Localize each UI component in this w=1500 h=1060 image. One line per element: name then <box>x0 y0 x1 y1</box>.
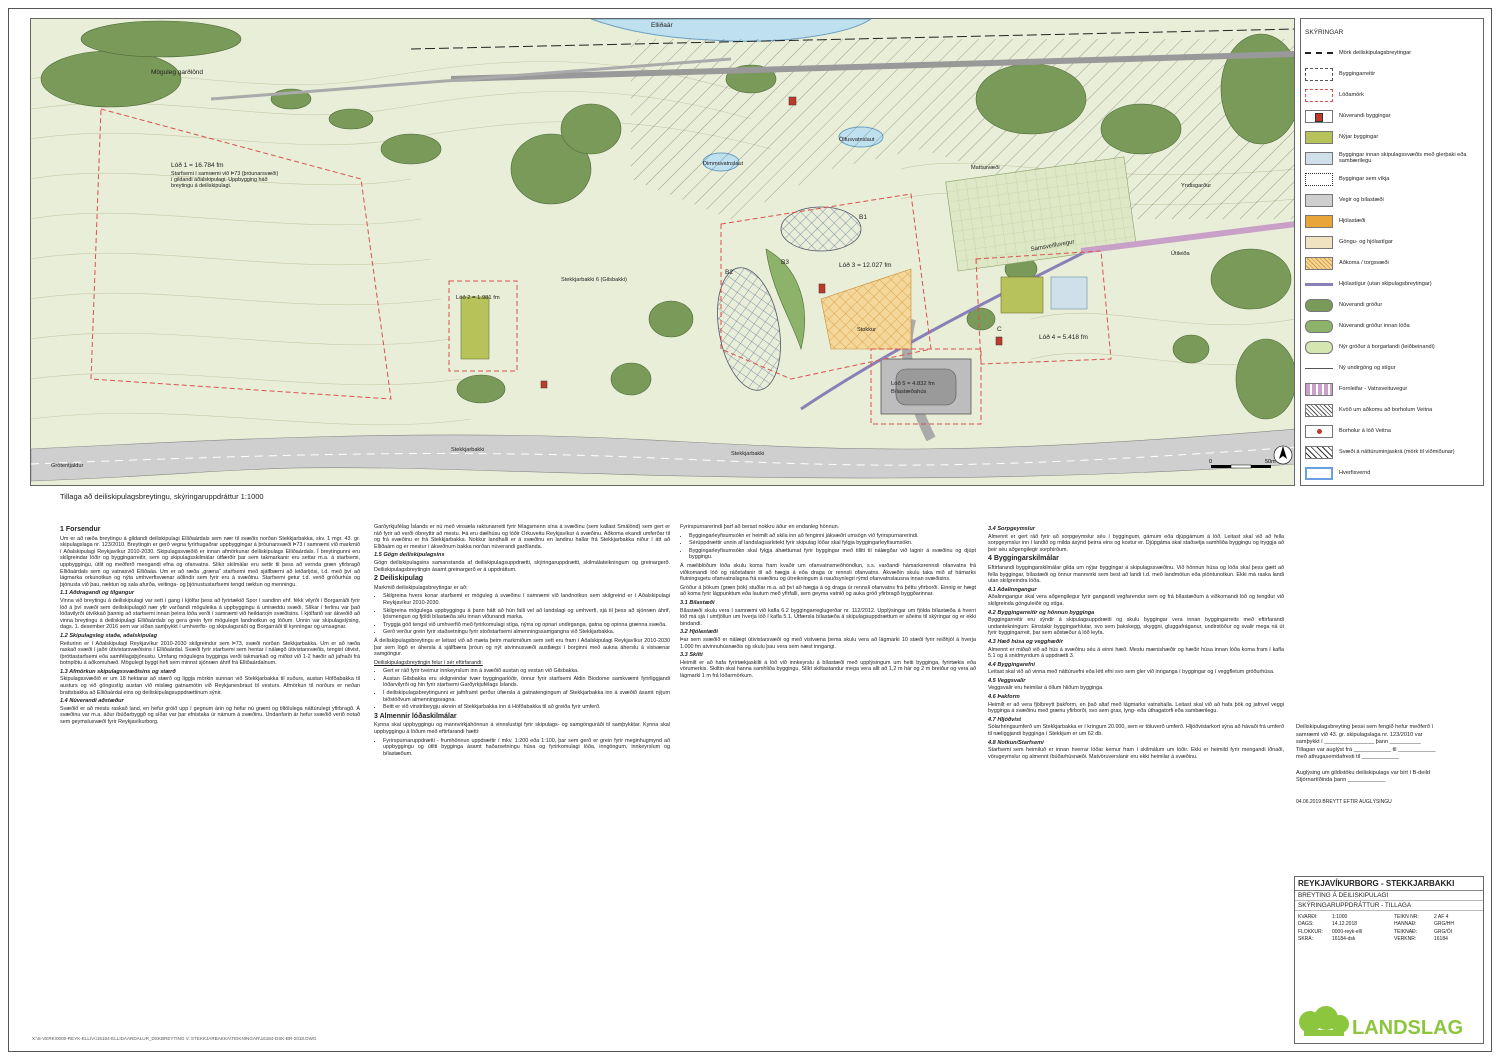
paragraph: Þar sem svæðið er nálægt útivistarsvæði og með vistvæna þema skulu vera að lágmarki 10 stæði fyrir reiðhjól á hverja 1.000 fm atvinnuhúsnæðis og skulu þau vera sem næst inngangi. <box>680 636 976 650</box>
approval-line: samþykkt í ________________ þann __________ <box>1296 739 1421 745</box>
approval-line: samræmi við 43. gr. skipulagslaga nr. 123/2010 var <box>1296 731 1423 738</box>
paragraph: Gögn deiliskipulagsins samanstanda af deiliskipulagsuppdrætti, skýringaruppdrætti, skilmálateikningum og greinargerð. Deiliskipulagsbreytingin ásamt greinargerð er á uppdráttum. <box>374 559 670 573</box>
text-column-2 <box>374 524 670 759</box>
legend-item <box>1305 45 1479 61</box>
legend-label: Byggingarreitir <box>1339 70 1376 77</box>
logo-text: LANDSLAG <box>1352 1017 1464 1039</box>
new-building-lod4 <box>1001 277 1043 313</box>
legend-label: Byggingar sem víkja <box>1339 175 1390 182</box>
label-lod1: Lóð 1 = 16.784 fm <box>171 162 224 169</box>
title-block-cell: GRG/ÖI <box>1434 928 1453 935</box>
legend-swatch-icon <box>1305 236 1333 249</box>
title-block-row <box>1295 929 1483 936</box>
label-lod4: Lóð 4 = 5.418 fm <box>1039 334 1088 341</box>
legend-swatch-icon <box>1305 131 1333 144</box>
paragraph: Starfsemi sem heimiluð er innan hverrar lóðar kemur fram í skilmálum um lóðir. Ekki er heimild fyrir mengandi iðnaði, vörugeymslur og almennt íbúðarhúsnæði. Matvöruverslanir eru ekki heimilar á svæðinu. <box>988 747 1284 760</box>
list <box>374 668 670 711</box>
title-sub2: SKÝRINGARUPPDRÁTTUR - TILLAGA <box>1295 901 1483 911</box>
legend-swatch-icon <box>1305 404 1333 417</box>
legend-label: Svæði á náttúruminjaskrá (mörk til viðmiðunar) <box>1339 448 1455 455</box>
subheading: 1.3 Afmörkun skipulagssvæðisins og stærð <box>60 668 176 675</box>
subheading: 4.7 Hljóðvist <box>988 716 1021 723</box>
title-block-cell: TEIKNAÐ: <box>1394 928 1418 935</box>
subheading: 1.4 Núverandi aðstæður <box>60 698 124 705</box>
logo-icon <box>1296 1002 1482 1042</box>
title-block-cell: 2 AF 4 <box>1434 914 1449 920</box>
paragraph: Skipulagssvæðið er um 18 hektarar að stærð og liggja mörkin sunnan við Stekkjarbakka til suðurs, austan Höfðabakka til austurs og við göngustíg austan við mislæg gatnamótin við Reykjanesbraut til vesturs. Afmörkun til norðurs er neðan brattsbakka að Elliðaárdal eins og deiliskipulagsuppdrættinum sýnir. <box>60 676 360 696</box>
list-item: • Beitt er við vinstribeygju akrein af Stekkjarbakka inn á Höfðabakka til að greiða fyrir umferð. <box>383 704 670 711</box>
legend-item <box>1305 171 1479 187</box>
legend-item <box>1305 192 1479 208</box>
paragraph: Aðalinngangur skal vera aðgengilegur fyrir gangandi vegfarendur sem og frá bílastæðum á viðkomandi lóð og tengdur við skilgreinda gönguleiðir og stíga. <box>988 594 1284 607</box>
glass-building-lod4 <box>1051 277 1087 309</box>
legend-label: Vegir og bílastæði <box>1339 196 1384 203</box>
legend-swatch-icon <box>1305 257 1333 270</box>
paragraph: Á mæliblöðum lóða skulu koma fram kvaðir um ofanvatnsmeðhöndlun, s.s. varðandi hámarksrennsli ofanvatns frá viðkomandi lóð og ráðstafanir til að hægja á eða draga úr rennsli ofanvatns. Ákvæðin skulu taka mið af hámarks flutningsgetu ofanvatnslagna frá svæðinu og útreikningum á nauðsynlegri rýmd ofanvatnslausna innan svæðisins. <box>680 562 976 583</box>
legend-item <box>1305 318 1479 334</box>
legend-label: Byggingar innan skipulagssvæðis með glerþaki eða sambærilegu <box>1339 151 1467 164</box>
paragraph: Vinna við breytingu á deiliskipulagi var sett í gang í kjölfar þess að fyrirtækið Spor í sandinn ehf. fékk vilyrði í Borgarráði fyrir lóð á því svæði sem deiliskipulagið nær yfir varðandi möguleika á uppbyggingu á umræddu svæði. Slíkar í ferlinu var það lóðavilyrði útvíkkað þannig að starfsemi innan þeirra lóða verði í samræmi við heildarsýn svæðisins. Í kjölfarið var ákveðið að vinna breytingu á deiliskipulagi Elliðaárdals og gera grein fyrir mögulegri landnotkun og lóðum. Unnin var skipulagslýsing, dags. 1. desember 2016 sem var síðan samþykkt í umhverfis- og skipulagsráði og Borgarráði til kynningar og umsagnar. <box>60 597 360 631</box>
paragraph: Um er að ræða breytingu á gildandi deiliskipulagi Elliðaárdals sem nær til svæðis norðan Stekkjarbakka, skv. 1 mgr. 43. gr. skipulagslaga nr. 123/2010. Breytingin er gerð vegna fyrirhugaðrar uppbyggingar á þróunarsvæði Þ73 í samræmi við markmið í Aðalskipulagi Reykjavíkur 2010-2030. Skipulagssvæðið er innan afmörkunar deiliskipulags Elliðaárdals. Í breytingunni eru skilgreindar lóðir og byggingarreitir, sem og skipulagsskilmálar útfærðir þar sem takmarkanir eru settar m.a. á starfsemi, uppbyggingu, útlit og meðferð mengandi efna og ofanvatns. Slíkir skilmálar eru settir til þess að vernda græn yfirbragð Elliðaárdals sem og vatnasvið Elliðaáa. Um er að ræða „græna“ starfsemi með sjálfbærni að leiðarljósi, t.d. með því að lágmarka orkunotkun og nýta umhverfisvænar aðlindir sem fyrir eru á svæðinu. Starfsemi getur t.d. verið gróðurhús og þjónusta við þau, ræktun og sala afurða, veitinga- og þjónustustarfsemi tengd ræktun og menningu. <box>60 535 360 588</box>
legend-swatch-icon <box>1305 383 1333 396</box>
north-arrow-icon <box>1274 446 1292 464</box>
revision-note: 04.06.2019 BREYTT EFTIR AUGLÝSINGU <box>1296 798 1392 805</box>
label-stekkjarbakki-road: Stekkjarbakki <box>731 451 765 457</box>
label-dimmu: Dimmuvatnslaut <box>703 161 744 167</box>
legend-label: Nýjar byggingar <box>1339 133 1379 140</box>
legend-item <box>1305 402 1479 418</box>
list-item: • Byggingarleyfisumsókn er heimilt að skila inn að fenginni jákvæðri umsögn við fyrirspurnarerindi. <box>689 533 976 540</box>
title-block-row <box>1295 921 1483 928</box>
legend-panel <box>1300 18 1484 486</box>
subheading: 1.1 Aðdragandi og tilgangur <box>60 590 135 597</box>
paragraph: Gróður á þökum (græn þök) stuðlar m.a. að því að hægja á og draga úr rennsli ofanvatns frá þéttu yfirborði. Einnig er hægt að koma fyrir lágpunktum eða lautum með yfirfalli, sem geyma vatnið og auka gróð yfirbragð byggðarinnar. <box>680 584 976 598</box>
legend-item <box>1305 339 1479 355</box>
title-block-cell: SKRÁ: <box>1298 936 1314 943</box>
heading-lodaskilmalar: 3 Almennir lóðaskilmálar <box>374 712 457 720</box>
title-block-cell: 16184-dsk <box>1332 936 1356 943</box>
map-title: Tillaga að deiliskipulagsbreytingu, skýringaruppdráttur 1:1000 <box>60 492 264 501</box>
subheading: 4.4 Byggingarefni <box>988 661 1035 668</box>
legend-item <box>1305 87 1479 103</box>
legend-swatch-icon <box>1305 320 1333 333</box>
paragraph: Kynna skal uppbyggingu og mannvirkjahönnun á vinnslustigi fyrir skipulags- og samgönguráði til samþykktar. Kynna skal uppbyggingu á lóðum með eftirfarandi hætti: <box>374 722 670 736</box>
label-stekkjarbakki: Stekkjarbakki <box>451 447 485 453</box>
title-block-cell: 0000-reyk-ellí <box>1332 928 1363 935</box>
river <box>591 19 871 41</box>
legend-item <box>1305 255 1479 271</box>
legend-item <box>1305 444 1479 460</box>
approval-line: með athugasemdafresti til ____________ <box>1296 754 1399 760</box>
title-block-cell: DAGS: <box>1298 921 1314 928</box>
title-block-cell: 16184 <box>1434 936 1448 943</box>
file-path: X:\S-VERK\0000-REYK-ELLI\A\16184-ELLIDAARDALUR_DSKBREYTING V. STEKKJARBAKKA\TEIKNINGAR\16184-DSK-BR-2018.DWG <box>32 1036 317 1041</box>
approval-line: Auglýsing um gildistöku deiliskipulags var birt í B-deild <box>1296 769 1431 776</box>
heading-byggingarskilmalar: 4 Byggingarskilmálar <box>988 555 1059 563</box>
label-lod2: Lóð 2 = 1.981 fm <box>456 295 500 301</box>
list-item: • Gerð verður grein fyrir staðsetningu fyrir stoðstarfsemi almenningssamgangna við Stekkjarbakka. <box>383 629 670 636</box>
label-lod3: Lóð 3 = 12.027 fm <box>839 262 892 269</box>
title-sub1: BREYTING Á DEILISKIPULAGI <box>1295 891 1483 901</box>
label-lod5: Lóð 5 = 4.832 fm <box>891 381 935 387</box>
legend-item <box>1305 234 1479 250</box>
subheading: 4.6 Þakform <box>988 694 1020 701</box>
subheading: 3.2 Hjólastæði <box>680 629 718 636</box>
legend-item <box>1305 66 1479 82</box>
legend-label: Hjólastæði <box>1339 217 1366 224</box>
subheading: 1.5 Gögn deiliskipulagsins <box>374 552 445 559</box>
list-item: • Fyrirspurnaruppdrætti - frumhönnun uppdrættir í mkv. 1:200 eða 1:100, þar sem gerð er grein fyrir meginhugmynd að uppbyggingu og útliti bygginga ásamt haðarsetningu húsa og fyrirkomulagi lóða, inngöngum, innkeyrslum og bílastæðum. <box>383 738 670 758</box>
new-building-lod2 <box>461 297 489 359</box>
paragraph: Garðyrkjufélag Íslands er nú með vinsæla raktunarreiti fyrir félagsmenn sína á svæðinu (sem kallast Smálönd) sem gert er ráð fyrir að verði óbreyttir að mestu. Þá eru dælhúsu og lóðir Orkuveitu Reykjavíkur á svæðinu. Aðkoma ekandi umferðar til og frá svæðinu er frá Stekkjarbakka. Nokkur landhalli er á svæðinu en landinu hallar frá Stekkjarbakka niður í átt að Elliðaám og er mestur í ákveðnum bakka norðan núverandi garðlanda. <box>374 524 670 550</box>
legend-label: Hverfisvernd <box>1339 469 1371 476</box>
title-block-cell: KVARÐI: <box>1298 914 1318 920</box>
scale-label-0: 0 <box>1209 459 1213 465</box>
legend-label: Borholur á lóð Veitna <box>1339 427 1391 434</box>
legend-swatch-icon <box>1305 299 1333 312</box>
label-lod5b: Bílastæðahús <box>891 389 927 395</box>
label-b3: B3 <box>781 259 789 266</box>
paragraph: Sólarhringsumferð um Stekkjarbakka er í kringum 20.000, sem er töluverð umferð. Hljóðvistarkort sýna að hávaði frá umferð til næliggjandi bygginga í Stekkjum er um 62 db. <box>988 724 1284 738</box>
title-block-cell: GRG/HH <box>1434 921 1454 928</box>
scale-label-50: 50m <box>1265 459 1276 465</box>
list-item: • Skilgreina mögulega uppbyggingu á þann hátt að hún falli vel að landslagi og umhverfi, sjá til þess að sjónræn áhrif, ljósmengun og fjöldi bílastæða séu innan viðunandi marka. <box>383 608 670 621</box>
paragraph: Almennt er gert ráð fyrir að sorpgeymslur séu í byggingum, gámum eða djúpgámum á lóð. Leitast skal við að fella sorpgeymslur inn í landið og milda ásýnd þeirra eins og kostur er. Djúpgáma skal staðsetja samhliða byggingu og tryggja að þeir séu aðgengilegir sorphirðum. <box>988 533 1284 553</box>
legend-item <box>1305 465 1479 481</box>
site-plan-map <box>30 18 1295 486</box>
legend-label: Fornleifar - Vatnsveituvegur <box>1339 385 1408 392</box>
heading-forsendur: 1 Forsendur <box>60 526 101 533</box>
legend-item <box>1305 108 1479 124</box>
paragraph: Leitast skal við að vinna með náttúruefni eða létt efni svo sem gler við innganga í byggingar og í veggfletum gróðurhúsa. <box>988 669 1275 676</box>
legend-label: Hjólastígur (utan skipulagsbreytingar) <box>1339 280 1432 287</box>
list <box>680 533 976 561</box>
label-stokkur: Stokkur <box>857 327 876 333</box>
label-utilenda: Útileiða <box>1171 251 1190 257</box>
legend-swatch-icon <box>1305 110 1333 123</box>
subheading: 3.1 Bílastæði <box>680 599 715 606</box>
legend-swatch-icon <box>1305 368 1333 369</box>
approval-line: Tillagan var auglýst frá ____________ til ____________ <box>1296 746 1436 753</box>
legend-swatch-icon <box>1305 446 1333 459</box>
legend-label: Mörk deiliskipulagsbreytingar <box>1339 49 1412 56</box>
legend-item <box>1305 297 1479 313</box>
paragraph: Deiliskipulagsbreytingin felur í sér eftirfarandi: <box>374 659 483 666</box>
legend-swatch-icon <box>1305 283 1333 286</box>
text-column-4 <box>988 524 1284 762</box>
legend-label: Nýr gróður á borgarlandi (leiðbeinandi) <box>1339 343 1435 350</box>
label-c: C <box>997 326 1002 333</box>
paragraph: Markmið deiliskipulagsbreytingar er að: <box>374 584 468 591</box>
legend-swatch-icon <box>1305 215 1333 228</box>
subheading: 3.4 Sorpgeymslur <box>988 526 1035 532</box>
approval-line: Stjórnartíðinda þann ____________ <box>1296 777 1386 783</box>
legend-label: Núverandi byggingar <box>1339 112 1391 119</box>
label-b1: B1 <box>859 214 867 221</box>
approval-line: Deiliskipulagsbreyting þessi sem fengið hefur meðferð í <box>1296 724 1434 730</box>
title-block-cell: TEIKN NR: <box>1394 914 1419 920</box>
legend-label: Göngu- og hjólastígar <box>1339 238 1393 245</box>
legend-swatch-icon <box>1305 152 1333 165</box>
legend-title: SKÝRINGAR <box>1305 29 1344 36</box>
subheading: 3.3 Skilti <box>680 652 703 659</box>
legend-item <box>1305 150 1479 166</box>
paragraph: Byggingarreitir eru sýndir á skipulagsuppdrætti og skulu byggingar vera innan byggingarreits með eftirfarandi undantekningum: Einstakir byggingarhlutar, svo sem þakskegg, skyggni, gluggafráganur, undirstöður og svalir mega ná út fyrir byggingarreit, þar sem aðstæður á lóð leyfa. <box>988 617 1284 637</box>
legend-item <box>1305 213 1479 229</box>
list-item: • Gert er ráð fyrir tveimur innkeyrslum inn á svæðið austan og vestan við Gilsbakka. <box>383 668 670 675</box>
paragraph: Svæðið er að mestu raskað land, en hefur gróið upp í gegnum árin og hefur nú grænt og tiltölulega náttúrulegt yfirbragð. Á svæðinu var m.a. áður íbúðarbyggð og síðar var þar efnistaka úr námum á svæðinu. Undanfarin ár hefur svæðið verið notað sem geymslusvæði fyrir Reykjavíkurborg. <box>60 705 360 726</box>
list-item: • Sérúppdrættir unnin af landslagsarkitekt fyrir skipulag lóðar skal fylgja byggingarleyfisumsókn. <box>689 540 976 547</box>
list-item: • Tryggja góð tengsl við umhverfið með fyrirkomulagi stíga, nýrra og opnari undirganga, gatna og opinna grænna svæða. <box>383 622 670 629</box>
subheading: 4.5 Veggsvalir <box>988 677 1026 684</box>
paragraph: Reiturinn er í Aðalskipulagi Reykjavíkur 2010-2030 skilgreindur sem Þ73, svæði norðan Stekkjarbakka. Um er að ræða raskað svæði í jaðri útivistarsvæðisins í Elliðaárdal. Svæði fyrir starfsemi sem hentar í nálægð útivistarsvæðis, tengist útivist, íþróttastarfsemi eða samfélagsþjónustu. Umfang mögulegra bygginga verði takmarkað og miðist við 1-2 hæðir að jafnaði frá botnplötu á aðkomuhæð. Mögulegt byggt hefi sem minnst sjónræn áhrif frá Elliðaárdalnum. <box>60 640 360 667</box>
site-plan-svg <box>31 19 1295 486</box>
list <box>374 738 670 758</box>
paragraph: Heimilt er að hafa fyrirtækjaskilti á lóð við innkeyrslu á bílastæði með upplýsingum um heiti bygginga, fyrirtækis eða vörumerkis. Skiltin skal hanna samhliða byggingu. Slíkt skiltastandur mega vera allt að 1,2 m hár og 2 m breiður og vera að lágmarki 1 m frá lóðarmörkum. <box>680 659 976 679</box>
title-block-row <box>1295 914 1483 921</box>
legend-swatch-icon <box>1305 52 1333 54</box>
label-yndis: Yndisgarður <box>1181 183 1212 189</box>
legend-swatch-icon <box>1305 89 1333 102</box>
title-block-cell: VERKNR: <box>1394 936 1417 943</box>
label-ellidaar: Elliðaár <box>651 22 673 29</box>
plaza-area <box>821 269 911 349</box>
list-item: • Austan Gilsbakka eru skilgreindar tvær byggingarlóðir, önnur fyrir starfsemi Aldin Biodome samkvæmt fyrirliggjandi lóðarvilyrði og hin fyrir starfsemi Garðyrkjufélags Íslands. <box>383 676 670 689</box>
subheading: 1.2 Skipulagsleg staða, aðalskipulag <box>60 632 157 639</box>
text-column-3 <box>680 524 976 681</box>
legend-swatch-icon <box>1305 194 1333 207</box>
paragraph: Fyrirspurnarerindi þarf að berast nokkru áður en endanleg hönnun. <box>680 524 840 530</box>
paragraph: Bílastæði skulu vera í samræmi við kafla 6.2 byggingarreglugerðar nr. 112/2012. Upplýsingar um fjölda bílastæða á hverri lóð má sjá í umfjöllun um hverja lóð í kafla 5.1. Útfærsla bílastæða á skipulagsuppdrættum er aðeins til skýringar og er ekki bindandi. <box>680 607 976 627</box>
subheading: 4.2 Byggingarreitir og hönnun bygginga <box>988 609 1095 616</box>
label-lod1-note: Starfsemi í samræmi við Þ73 (þróunarsvæði) í gildandi aðalskipulagi. Uppbygging háð breytingu á deiliskipulagi. <box>171 171 279 189</box>
legend-label: Aðkoma / torgsvæði <box>1339 259 1389 266</box>
paragraph: Almennt er miðað við að hús á svæðinu séu á einni hæð. Mestu mænishæðir og hæðir húsa innan lóða koma fram í kafla 5.1 og á snidmyndum á uppdrætti 3. <box>988 646 1284 660</box>
label-grotte: Grötentjaldur <box>51 463 84 469</box>
legend-item <box>1305 129 1479 145</box>
title-block-row <box>1295 936 1483 943</box>
legend-swatch-icon <box>1305 173 1333 186</box>
title-block-cell: 14.12.2018 <box>1332 921 1358 928</box>
label-mattt: Mattssvæði <box>971 165 1000 171</box>
label-mogulegur: Möguleg garðlönd <box>151 69 204 76</box>
paragraph: Eftirfarandi byggingarskilmálar gilda um nýjar byggingar á skipulagssvæðinu. Við hönnun húsa og lóða skal þess gætt að fella byggingar, bílastæði og önnur mannvirki sem best að landi t.d. með landmótun eða plöntunotkun. Ekki má raska landi utan skilgreindra lóða. <box>988 564 1284 585</box>
list-item: • Byggingarleyfisumsókn skal fylgja áhættumat fyrir byggingar með tilliti til nálægðar við lagnir á svæðinu og djúpt byggingu. <box>689 548 976 561</box>
subheading: 4.1 Aðalinngangur <box>988 586 1037 593</box>
label-samsveit: Samsveifluvegur <box>1030 239 1076 253</box>
paragraph: Veggsvalir eru heimilar á öllum hliðum bygginga. <box>988 685 1104 692</box>
list-item: • Í deiliskipulagsbreytingunni er jafnframt gerður úfærsla á gatnatengingum af Stekkjarbakka inn á svæðið ásamt nýjum biðstöðvum almenningsvagna. <box>383 690 670 703</box>
title-client: REYKJAVÍKURBORG - STEKKJARBAKKI <box>1295 877 1483 891</box>
landslag-logo <box>1296 1002 1482 1042</box>
title-block-cell: FLOKKUR: <box>1298 928 1324 935</box>
label-b2: B2 <box>725 269 733 276</box>
subheading: 4.3 Hæð húsa og vegghæðir <box>988 638 1063 645</box>
legend-label: Núverandi gróður <box>1339 301 1383 308</box>
label-gilsbakki: Stekkjarbakki 6 (Gilsbakki) <box>561 277 627 283</box>
legend-label: Lóðamörk <box>1339 91 1364 98</box>
subheading: 4.8 Notkun/Starfsemi <box>988 739 1044 746</box>
paragraph: Á deiliskipulagsbreytingu er leitast við að mæta þeim markmiðum sem sett eru fram í Aðalskipulagi Reykjavíkur 2010-2030 þar sem lögð er áhersla á sjálfbæra þróun og nýt atvinnusvæði austlægs í borginni með aukna áherslu á vistvænar samgöngur. <box>374 637 670 658</box>
legend-swatch-icon <box>1305 341 1333 354</box>
legend-swatch-icon <box>1305 68 1333 81</box>
legend-swatch-icon <box>1305 467 1333 480</box>
glass-building-b1 <box>781 207 861 251</box>
legend-label: Ný undirgöng og stígur <box>1339 364 1396 371</box>
label-olfus: Ölfusvatnslaut <box>839 137 875 143</box>
paragraph: Heimilt er að vera fjölbreytt þakform, en það altaf með lágmarks vatnshalla. Leitast skal við að hafa þök og jafnvel veggi bygginga á svæðinu með grænu yfirborði, svo sem gras, lyng- eða úthagatorfi eða sambærilegu. <box>988 701 1284 715</box>
heading-deiliskipulag: 2 Deiliskipulag <box>374 575 424 583</box>
text-column-1 <box>60 524 360 728</box>
legend-item <box>1305 360 1479 376</box>
legend-label: Kvöð um aðkomu að borholum Veitna <box>1339 406 1433 413</box>
lod1-note-wrap <box>171 171 281 211</box>
legend-swatch-icon <box>1305 425 1333 438</box>
garden-plots <box>946 157 1137 271</box>
approval-block <box>1296 724 1482 806</box>
legend-item <box>1305 423 1479 439</box>
title-block-cell: 1:1000 <box>1332 914 1348 920</box>
list <box>374 593 670 636</box>
legend-item <box>1305 276 1479 292</box>
title-block-cell: HANNAÐ: <box>1394 921 1417 928</box>
list-item: • Skilgreina hvers konar starfsemi er möguleg á svæðinu í samræmi við landnotkun sem skilgreind er í Aðalskipulagi Reykjavíkur 2010-2030. <box>383 593 670 606</box>
legend-item <box>1305 381 1479 397</box>
legend-label: Núverandi gróður innan lóða <box>1339 322 1410 329</box>
